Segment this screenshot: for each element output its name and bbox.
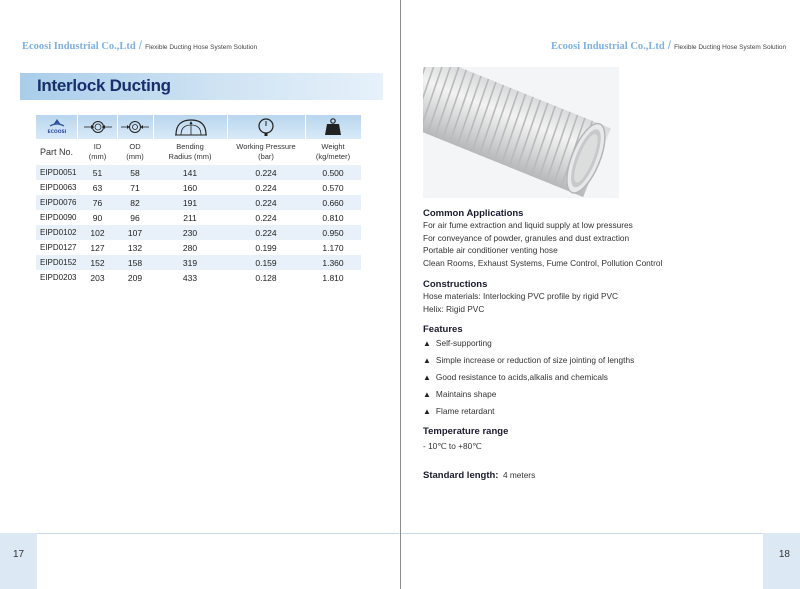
cell-id: 127: [90, 242, 105, 253]
cell-od: 82: [130, 197, 140, 208]
cell-part-no: EIPD0076: [40, 198, 77, 207]
cell-part-no: EIPD0127: [40, 243, 77, 252]
cell-part-no: EIPD0102: [40, 228, 77, 237]
cell-id: 152: [90, 257, 105, 268]
cell-id: 102: [90, 227, 105, 238]
brand-name: Ecoosi Industrial Co.,Ltd: [22, 41, 136, 52]
table-row: [36, 240, 361, 255]
cell-weight: 1.360: [322, 257, 344, 268]
standard-length-label: Standard length:: [423, 469, 499, 481]
standard-length-section: [423, 465, 753, 483]
footer-rule: [37, 533, 399, 534]
section-title-bar: [20, 73, 383, 100]
cell-bending-radius: 141: [182, 167, 198, 178]
cell-id: 51: [92, 167, 103, 178]
standard-length-value: 4 meters: [502, 469, 536, 480]
section-heading: Features: [423, 324, 463, 336]
cell-bending-radius: 230: [182, 227, 198, 238]
cell-weight: 0.570: [322, 182, 344, 193]
interlock-hose-image: [423, 67, 619, 198]
page-header: [551, 38, 786, 52]
product-photo: [423, 67, 619, 198]
cell-bending-radius: 433: [182, 272, 198, 283]
cell-id: 76: [92, 197, 103, 208]
construction-line: Hose materials: Interlocking PVC profile by rigid PVC: [423, 290, 619, 301]
triangle-bullet-icon: ▲: [423, 407, 431, 417]
cell-part-no: EIPD0051: [40, 168, 77, 177]
column-header-od: OD (mm): [126, 142, 144, 161]
table-row: [36, 270, 361, 285]
table-row: [36, 165, 361, 180]
pressure-gauge-icon: [228, 115, 306, 139]
application-line: For conveyance of powder, granules and dust extraction: [423, 232, 630, 243]
construction-line: Helix: Rigid PVC: [423, 303, 485, 314]
feature-item: ▲ Flame retardant: [423, 406, 495, 417]
triangle-bullet-icon: ▲: [423, 356, 431, 366]
cell-bending-radius: 191: [182, 197, 198, 208]
column-header-bending-radius: Bending Radius (mm): [168, 142, 212, 161]
header-slash: /: [138, 38, 143, 52]
table-row: [36, 225, 361, 240]
cell-id: 203: [90, 272, 105, 283]
product-details: [423, 208, 753, 483]
feature-item: ▲ Self-supporting: [423, 338, 492, 349]
cell-id: 63: [92, 182, 103, 193]
ecoosi-logo-icon: [42, 118, 72, 136]
page-number-tab: [763, 533, 800, 589]
table-row: [36, 195, 361, 210]
brand-name: Ecoosi Industrial Co.,Ltd: [551, 41, 665, 52]
constructions-section: [423, 279, 753, 315]
table-row: [36, 210, 361, 225]
outer-diameter-icon: [118, 115, 154, 139]
temperature-value: - 10℃ to +80℃: [423, 441, 482, 452]
cell-od: 132: [127, 242, 143, 253]
column-header-id: ID (mm): [88, 142, 107, 161]
triangle-bullet-icon: ▲: [423, 390, 431, 400]
column-header-weight: Weight (kg/meter): [315, 142, 351, 161]
application-line: For air fume extraction and liquid supply at low pressures: [423, 220, 633, 230]
cell-part-no: EIPD0152: [40, 258, 77, 267]
cell-pressure: 0.128: [255, 272, 277, 283]
application-line: Clean Rooms, Exhaust Systems, Fume Control, Pollution Control: [423, 258, 663, 269]
cell-od: 158: [127, 257, 143, 268]
cell-pressure: 0.224: [255, 227, 277, 238]
page-number-tab: [0, 533, 37, 589]
table-icon-row: [36, 115, 361, 139]
page-number: 17: [13, 549, 25, 560]
cell-pressure: 0.199: [255, 242, 277, 253]
triangle-bullet-icon: ▲: [423, 373, 431, 383]
cell-weight: 1.810: [322, 272, 344, 283]
right-page: [401, 0, 800, 589]
table-row: [36, 180, 361, 195]
cell-pressure: 0.224: [255, 167, 277, 178]
cell-od: 96: [130, 212, 140, 223]
svg-text:ECOOSI: ECOOSI: [47, 130, 67, 135]
cell-part-no: EIPD0063: [40, 183, 77, 192]
page-title: Interlock Ducting: [37, 76, 171, 95]
footer-rule: [401, 533, 763, 534]
cell-weight: 1.170: [322, 242, 344, 253]
section-heading: Constructions: [423, 278, 488, 290]
table-header-row: [36, 139, 361, 165]
cell-pressure: 0.224: [255, 182, 277, 193]
features-section: [423, 324, 753, 420]
cell-bending-radius: 160: [182, 182, 198, 193]
feature-item: ▲ Simple increase or reduction of size jointing of lengths: [423, 355, 635, 366]
table-row: [36, 255, 361, 270]
page-header: [22, 38, 257, 52]
column-header-working-pressure: Working Pressure (bar): [236, 142, 296, 161]
page-number: 18: [778, 549, 790, 560]
weight-icon: [306, 115, 361, 139]
brand-logo: [36, 115, 78, 139]
cell-id: 90: [92, 212, 103, 223]
section-heading: Temperature range: [423, 426, 509, 438]
common-applications-section: [423, 208, 753, 270]
header-tagline: Flexible Ducting Hose System Solution: [674, 44, 787, 51]
cell-pressure: 0.159: [255, 257, 277, 268]
cell-weight: 0.500: [322, 167, 344, 178]
cell-od: 71: [130, 182, 140, 193]
application-line: Portable air conditioner venting hose: [423, 245, 558, 256]
bending-radius-icon: [154, 115, 228, 139]
cell-pressure: 0.224: [255, 212, 277, 223]
feature-item: ▲ Good resistance to acids,alkalis and chemicals: [423, 372, 608, 383]
cell-weight: 0.950: [322, 227, 344, 238]
cell-pressure: 0.224: [255, 197, 277, 208]
cell-part-no: EIPD0203: [40, 273, 77, 282]
cell-bending-radius: 280: [182, 242, 198, 253]
cell-bending-radius: 319: [182, 257, 198, 268]
inner-diameter-icon: [78, 115, 117, 139]
cell-weight: 0.660: [322, 197, 344, 208]
cell-weight: 0.810: [322, 212, 344, 223]
column-header-part-no: Part No.: [40, 147, 74, 157]
cell-od: 58: [130, 167, 140, 178]
feature-item: ▲ Maintains shape: [423, 389, 497, 400]
cell-od: 209: [127, 272, 143, 283]
temperature-section: [423, 426, 753, 453]
section-heading: Common Applications: [423, 208, 524, 219]
cell-od: 107: [127, 227, 143, 238]
cell-bending-radius: 211: [183, 212, 197, 223]
triangle-bullet-icon: ▲: [423, 339, 431, 349]
header-tagline: Flexible Ducting Hose System Solution: [145, 44, 258, 51]
spec-table: [36, 115, 361, 285]
header-slash: /: [667, 38, 672, 52]
cell-part-no: EIPD0090: [40, 213, 77, 222]
